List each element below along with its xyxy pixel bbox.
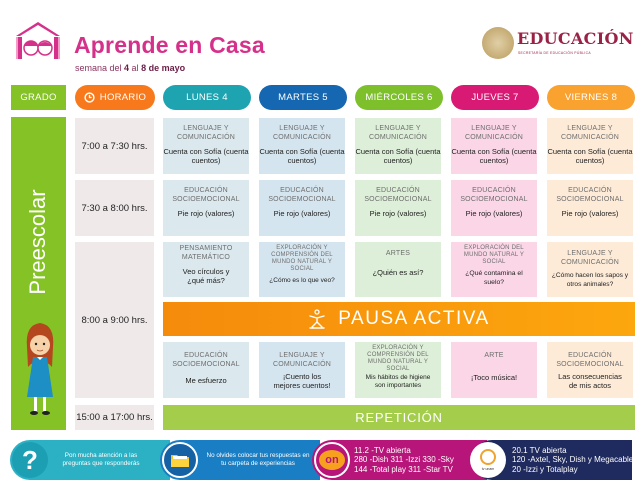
org-title: EDUCACIÓN — [517, 29, 634, 48]
grade-label: Preescolar — [25, 189, 50, 295]
activity-label: Me esfuerzo — [185, 376, 227, 385]
subtitle-mid: al — [129, 63, 142, 73]
class-cell[interactable] — [547, 118, 633, 174]
subject-label: ARTE — [484, 352, 504, 359]
subject-label: EXPLORACIÓN Y COMPRENSIÓN DEL MUNDO NATURAL Y SOCIAL — [367, 345, 429, 372]
class-cell[interactable] — [355, 180, 441, 236]
repeticion-banner — [163, 405, 635, 430]
org-subtitle: SECRETARÍA DE EDUCACIÓN PÚBLICA — [518, 51, 591, 55]
footer-bar — [10, 440, 632, 480]
class-cell[interactable] — [451, 342, 537, 398]
day-label: MIÉRCOLES 6 — [365, 92, 433, 103]
grade-column — [11, 117, 66, 430]
subtitle-end: 8 de mayo — [141, 63, 186, 73]
tip-folder — [160, 440, 320, 480]
time-slot-3 — [75, 242, 154, 398]
time-slot-2 — [75, 180, 154, 236]
subject-label: EXPLORACIÓN DEL MUNDO NATURAL Y SOCIAL — [463, 245, 525, 265]
activity-label: ¿Qué contamina el suelo? — [465, 270, 523, 286]
subject-label: ARTES — [385, 250, 411, 257]
channels-unam — [472, 440, 632, 480]
stretching-person-icon — [308, 309, 326, 329]
time-slot-1 — [75, 118, 154, 174]
header — [0, 0, 640, 82]
tip1-text: Pon mucha atención a las preguntas que responderás — [62, 452, 140, 467]
subject-label: EDUCACIÓN SOCIOEMOCIONAL — [556, 352, 624, 368]
day-label: LUNES 4 — [186, 92, 228, 103]
activity-label: Mis hábitos de higiene son importantes — [365, 374, 431, 389]
class-cell[interactable] — [547, 242, 633, 297]
time-slot-4 — [75, 405, 154, 430]
girl-illustration-icon — [25, 317, 55, 427]
tv-unam-label: tv unam — [481, 467, 495, 471]
class-cell[interactable] — [355, 242, 441, 297]
class-cell[interactable] — [259, 342, 345, 398]
activity-label: ¡Toco música! — [470, 372, 518, 382]
subject-label: LENGUAJE Y COMUNICACIÓN — [272, 125, 331, 141]
activity-label: Pie rojo (valores) — [177, 209, 235, 218]
class-cell[interactable] — [451, 118, 537, 174]
once-channel-list — [354, 446, 454, 475]
column-header-monday — [163, 85, 251, 110]
activity-label: Cuenta con Sofía (cuenta cuentos) — [355, 147, 441, 165]
subject-label: LENGUAJE Y COMUNICACIÓN — [464, 125, 523, 141]
class-cell[interactable] — [355, 342, 441, 398]
day-label: VIERNES 8 — [564, 92, 618, 103]
subject-label: LENGUAJE Y COMUNICACIÓN — [368, 125, 427, 141]
channel-line: 280 -Dish 311 -Izzi 330 -Sky — [354, 455, 454, 465]
activity-label: ¿Cómo hacen los sapos y otros animales? — [551, 272, 629, 288]
class-cell[interactable] — [163, 118, 249, 174]
subtitle-start: 4 — [124, 63, 130, 73]
subject-label: EDUCACIÓN SOCIOEMOCIONAL — [460, 187, 528, 203]
class-cell[interactable] — [163, 180, 249, 236]
channel-line: 11.2 -TV abierta — [354, 445, 411, 455]
class-cell[interactable] — [451, 242, 537, 297]
column-header-tuesday — [259, 85, 347, 110]
activity-label: ¿Cómo es lo que veo? — [269, 277, 335, 284]
activity-label: Pie rojo (valores) — [561, 209, 619, 218]
class-cell[interactable] — [259, 242, 345, 297]
app-title: Aprende en Casa — [74, 32, 265, 58]
time-label: 8:00 a 9:00 hrs. — [81, 314, 148, 326]
day-label: MARTES 5 — [278, 92, 328, 103]
subtitle-prefix: semana del — [75, 63, 125, 73]
folder-icon — [162, 442, 198, 478]
class-cell[interactable] — [163, 242, 249, 297]
day-label: JUEVES 7 — [471, 92, 519, 103]
column-header-horario — [75, 85, 155, 110]
column-header-wednesday — [355, 85, 443, 110]
column-header-thursday — [451, 85, 539, 110]
activity-label: Cuenta con Sofía (cuenta cuentos) — [259, 147, 345, 165]
tip-attention — [10, 440, 170, 480]
subject-label: PENSAMIENTO MATEMÁTICO — [179, 245, 233, 261]
column-header-grado — [11, 85, 66, 110]
time-label: 7:30 a 8:00 hrs. — [81, 202, 148, 214]
time-label: 7:00 a 7:30 hrs. — [81, 140, 148, 152]
coat-of-arms-icon — [482, 27, 514, 59]
tv-unam-logo-icon — [470, 442, 506, 478]
subject-label: EDUCACIÓN SOCIOEMOCIONAL — [172, 352, 240, 368]
channel-line: 20 -Izzi y Totalplay — [512, 464, 578, 474]
activity-label: Cuenta con Sofía (cuenta cuentos) — [547, 147, 633, 165]
activity-label: Veo círculos y ¿qué más? — [182, 267, 230, 285]
unam-channel-list — [512, 446, 633, 475]
house-logo-icon — [14, 20, 62, 60]
activity-label: Pie rojo (valores) — [273, 209, 331, 218]
class-cell[interactable] — [547, 180, 633, 236]
class-cell[interactable] — [163, 342, 249, 398]
clock-icon — [84, 92, 95, 103]
subject-label: LENGUAJE Y COMUNICACIÓN — [272, 352, 331, 368]
subject-label: EXPLORACIÓN Y COMPRENSIÓN DEL MUNDO NATURAL Y SOCIAL — [271, 245, 333, 272]
subject-label: LENGUAJE Y COMUNICACIÓN — [560, 250, 619, 266]
class-cell[interactable] — [259, 118, 345, 174]
subject-label: EDUCACIÓN SOCIOEMOCIONAL — [556, 187, 624, 203]
activity-label: ¡Cuento los mejores cuentos! — [273, 372, 331, 390]
horario-label: HORARIO — [99, 92, 147, 103]
subject-label: LENGUAJE Y COMUNICACIÓN — [560, 125, 619, 141]
time-label: 15:00 a 17:00 hrs. — [76, 412, 153, 423]
subject-label: LENGUAJE Y COMUNICACIÓN — [176, 125, 235, 141]
channels-once — [312, 440, 487, 480]
subject-label: EDUCACIÓN SOCIOEMOCIONAL — [172, 187, 240, 203]
channel-line: 144 -Total play 311 -Star TV — [354, 464, 453, 474]
question-mark-icon: ? — [12, 442, 48, 478]
activity-label: Las consecuencias de mis actos — [558, 372, 622, 390]
activity-label: Pie rojo (valores) — [369, 209, 427, 218]
activity-label: Cuenta con Sofía (cuenta cuentos) — [163, 147, 249, 165]
repeticion-label: REPETICIÓN — [355, 410, 443, 425]
class-cell[interactable] — [259, 180, 345, 236]
channel-line: 120 -Axtel, Sky, Dish y Megacable — [512, 455, 634, 465]
class-cell[interactable] — [547, 342, 633, 398]
subject-label: EDUCACIÓN SOCIOEMOCIONAL — [364, 187, 432, 203]
subject-label: EDUCACIÓN SOCIOEMOCIONAL — [268, 187, 336, 203]
class-cell[interactable] — [355, 118, 441, 174]
grado-label: GRADO — [20, 92, 57, 103]
pausa-label: PAUSA ACTIVA — [338, 308, 490, 329]
channel-line: 20.1 TV abierta — [512, 445, 567, 455]
activity-label: Cuenta con Sofía (cuenta cuentos) — [451, 147, 537, 165]
column-header-friday — [547, 85, 635, 110]
activity-label: Pie rojo (valores) — [465, 209, 523, 218]
once-niñas-niños-logo-icon: on — [314, 442, 350, 478]
week-subtitle — [75, 63, 185, 73]
activity-label: ¿Quién es así? — [372, 267, 424, 277]
class-cell[interactable] — [451, 180, 537, 236]
tip2-text: No olvides colocar tus respuestas en tu carpeta de experiencias — [206, 452, 310, 467]
pausa-activa-banner — [163, 302, 635, 336]
